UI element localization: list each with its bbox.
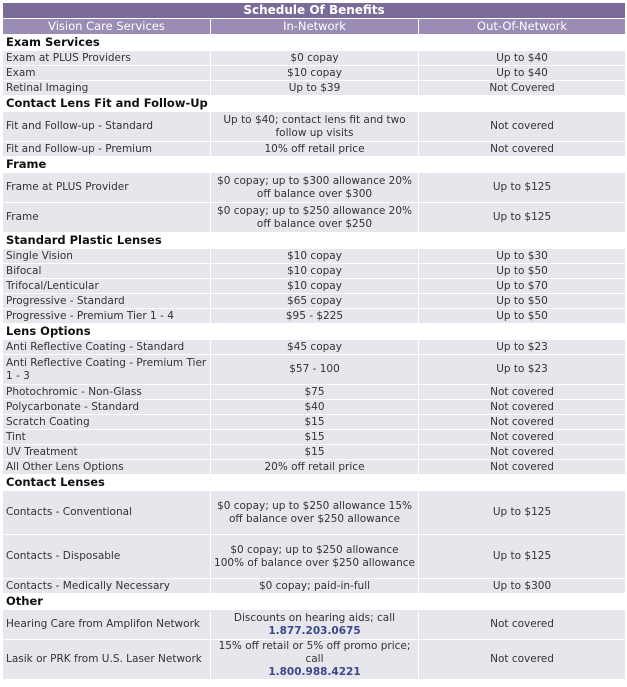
out-of-network-cell-text: Not covered [490,430,554,443]
section-title: Contact Lens Fit and Follow-Up [3,96,626,112]
section-title: Contact Lenses [3,475,626,491]
out-of-network-cell [419,579,626,594]
service-cell [3,51,211,66]
table-row [3,445,626,460]
service-cell [3,279,211,294]
service-cell-text: Exam at PLUS Providers [6,51,131,64]
out-of-network-cell [419,294,626,309]
out-of-network-cell-text: Not covered [490,415,554,428]
section-header [3,594,626,610]
service-cell-text: Retinal Imaging [6,81,89,94]
out-of-network-cell-text: Up to $40 [496,66,548,79]
in-network-cell-text: $0 copay; up to $250 allowance 100% of balance over $250 allowance [214,543,415,569]
service-cell-text: Frame at PLUS Provider [6,181,129,193]
service-cell [3,112,211,142]
service-cell-text: Contacts - Medically Necessary [6,579,170,592]
out-of-network-cell [419,640,626,680]
service-cell-text: Hearing Care from Amplifon Network [6,618,200,630]
in-network-cell [211,385,419,400]
in-network-cell [211,203,419,233]
in-network-cell [211,610,419,640]
out-of-network-cell [419,66,626,81]
in-network-cell [211,249,419,264]
in-network-cell-text: 10% off retail price [264,142,365,155]
service-cell [3,415,211,430]
in-network-cell-text: $10 copay [287,249,342,262]
in-network-cell-text: 20% off retail price [264,460,365,473]
section-header [3,475,626,491]
in-network-cell [211,294,419,309]
service-cell-text: All Other Lens Options [6,460,124,473]
out-of-network-cell-text: Not covered [490,120,554,132]
out-of-network-cell-text: Not Covered [489,81,555,94]
service-cell-text: Tint [6,430,26,443]
out-of-network-cell-text: Not covered [490,400,554,413]
out-of-network-cell-text: Up to $125 [492,506,552,518]
in-network-cell-text: $15 [304,430,325,443]
out-of-network-cell-text: Not covered [490,445,554,458]
table-row [3,491,626,535]
service-cell-text: Scratch Coating [6,415,90,428]
out-of-network-cell-text: Up to $40 [496,51,548,64]
section-header [3,233,626,249]
out-of-network-cell-text: Up to $300 [492,579,552,592]
in-network-cell [211,173,419,203]
out-of-network-cell-text: Up to $50 [496,294,548,307]
in-network-cell-text: $0 copay [290,51,339,64]
out-of-network-cell-text: Not covered [490,385,554,398]
out-of-network-cell-text: Up to $30 [496,249,548,262]
service-cell-text: Lasik or PRK from U.S. Laser Network [6,653,202,665]
in-network-cell-text: Up to $39 [288,81,341,94]
out-of-network-cell [419,142,626,157]
in-network-cell-text: $40 [304,400,325,413]
table-row [3,430,626,445]
section-title: Standard Plastic Lenses [3,233,626,249]
title-row [3,3,626,19]
in-network-cell [211,640,419,680]
service-cell [3,579,211,594]
service-cell [3,142,211,157]
in-network-cell-text: $0 copay; up to $250 allowance 15% off balance over $250 allowance [217,499,412,525]
out-of-network-cell [419,385,626,400]
service-cell-text: Fit and Follow-up - Standard [6,120,154,132]
out-of-network-cell [419,460,626,475]
in-network-cell [211,445,419,460]
section-header [3,324,626,340]
out-of-network-cell-text: Up to $125 [492,211,552,223]
header-services: Vision Care Services [3,19,211,35]
in-network-cell [211,309,419,324]
service-cell [3,264,211,279]
service-cell [3,535,211,579]
header-in-network: In-Network [211,19,419,35]
service-cell [3,610,211,640]
table-body [3,35,626,680]
in-network-cell-text: $10 copay [287,264,342,277]
table-row [3,309,626,324]
out-of-network-cell [419,309,626,324]
out-of-network-cell [419,340,626,355]
service-cell-text: Contacts - Conventional [6,506,132,518]
table-row [3,142,626,157]
table-row [3,340,626,355]
in-network-cell [211,400,419,415]
service-cell [3,340,211,355]
out-of-network-cell-text: Up to $23 [496,363,548,375]
in-network-cell [211,535,419,579]
out-of-network-cell-text: Not covered [490,653,554,665]
out-of-network-cell [419,430,626,445]
out-of-network-cell [419,249,626,264]
in-network-cell-text: $0 copay; paid-in-full [258,579,371,592]
service-cell-text: Polycarbonate - Standard [6,400,140,413]
in-network-cell [211,430,419,445]
out-of-network-cell [419,279,626,294]
service-cell [3,81,211,96]
table-row [3,112,626,142]
in-network-cell-text: Discounts on hearing aids; call [233,611,396,624]
table-row [3,355,626,385]
table-row [3,400,626,415]
in-network-cell-text: $95 - $225 [285,309,344,322]
service-cell-text: Anti Reflective Coating - Premium Tier 1 - 3 [6,356,207,382]
out-of-network-cell-text: Not covered [490,618,554,630]
service-cell [3,400,211,415]
table-row [3,264,626,279]
section-title: Other [3,594,626,610]
service-cell-text: Fit and Follow-up - Premium [6,142,152,155]
in-network-cell [211,579,419,594]
out-of-network-cell [419,400,626,415]
out-of-network-cell [419,264,626,279]
table-row [3,66,626,81]
table-row [3,460,626,475]
table-row [3,579,626,594]
in-network-cell [211,279,419,294]
service-cell [3,640,211,680]
in-network-cell-text: $45 copay [287,340,342,353]
out-of-network-cell [419,535,626,579]
service-cell-text: Anti Reflective Coating - Standard [6,340,185,353]
out-of-network-cell-text: Up to $125 [492,181,552,193]
table-row [3,279,626,294]
out-of-network-cell-text: Not covered [490,142,554,155]
out-of-network-cell [419,445,626,460]
service-cell [3,491,211,535]
service-cell [3,385,211,400]
in-network-cell-text: $0 copay; up to $250 allowance 20% off balance over $250 [217,204,412,230]
in-network-cell-text: $10 copay [287,279,342,292]
section-header [3,157,626,173]
service-cell-text: Trifocal/Lenticular [6,279,99,292]
in-network-cell-text: $0 copay; up to $300 allowance 20% off balance over $300 [217,174,412,200]
out-of-network-cell [419,491,626,535]
out-of-network-cell-text: Up to $70 [496,279,548,292]
section-header [3,96,626,112]
header-row [3,19,626,35]
out-of-network-cell [419,112,626,142]
schedule-of-benefits-table [2,2,626,680]
in-network-cell [211,66,419,81]
out-of-network-cell [419,415,626,430]
service-cell-text: Photochromic - Non-Glass [6,385,142,398]
in-network-cell [211,264,419,279]
out-of-network-cell [419,81,626,96]
table-row [3,249,626,264]
service-cell-text: Exam [6,66,36,79]
table-row [3,51,626,66]
table-title: Schedule Of Benefits [3,3,626,19]
out-of-network-cell-text: Up to $125 [492,550,552,562]
in-network-cell [211,340,419,355]
in-network-cell-text: Up to $40; contact lens fit and two follow up visits [223,113,406,139]
table-row [3,385,626,400]
in-network-cell-text: 15% off retail or 5% off promo price; call [218,640,411,665]
service-cell [3,309,211,324]
service-cell-text: Frame [6,211,39,223]
section-header [3,35,626,51]
in-network-cell [211,51,419,66]
service-cell [3,294,211,309]
in-network-cell [211,460,419,475]
table-row [3,203,626,233]
section-title: Frame [3,157,626,173]
service-cell-text: Contacts - Disposable [6,550,121,562]
out-of-network-cell-text: Up to $50 [496,264,548,277]
service-cell [3,173,211,203]
in-network-cell [211,415,419,430]
out-of-network-cell [419,51,626,66]
benefits-table-wrap [2,2,625,680]
in-network-cell-text: $75 [304,385,325,398]
table-row [3,81,626,96]
section-title: Exam Services [3,35,626,51]
section-title: Lens Options [3,324,626,340]
in-network-cell [211,142,419,157]
service-cell [3,66,211,81]
out-of-network-cell [419,610,626,640]
in-network-cell-text: $15 [304,415,325,428]
table-row [3,535,626,579]
service-cell-text: Progressive - Standard [6,294,125,307]
out-of-network-cell [419,355,626,385]
service-cell [3,355,211,385]
out-of-network-cell-text: Not covered [490,460,554,473]
out-of-network-cell-text: Up to $50 [496,309,548,322]
service-cell [3,445,211,460]
service-cell-text: Single Vision [6,249,73,262]
service-cell [3,460,211,475]
service-cell-text: UV Treatment [6,445,78,458]
in-network-cell [211,491,419,535]
service-cell [3,430,211,445]
out-of-network-cell [419,173,626,203]
service-cell-text: Bifocal [6,264,42,277]
in-network-cell-text: $57 - 100 [289,363,340,375]
table-row [3,640,626,680]
phone-number: 1.800.988.4221 [268,666,361,678]
service-cell [3,203,211,233]
table-row [3,415,626,430]
table-row [3,294,626,309]
in-network-cell-text: $65 copay [287,294,342,307]
in-network-cell [211,355,419,385]
header-out-of-network: Out-Of-Network [419,19,626,35]
out-of-network-cell [419,203,626,233]
in-network-cell [211,81,419,96]
service-cell [3,249,211,264]
table-row [3,173,626,203]
service-cell-text: Progressive - Premium Tier 1 - 4 [6,309,174,322]
table-row [3,610,626,640]
phone-number: 1.877.203.0675 [268,624,361,637]
in-network-cell-text: $15 [304,445,325,458]
out-of-network-cell-text: Up to $23 [496,340,548,353]
in-network-cell [211,112,419,142]
in-network-cell-text: $10 copay [287,66,342,79]
